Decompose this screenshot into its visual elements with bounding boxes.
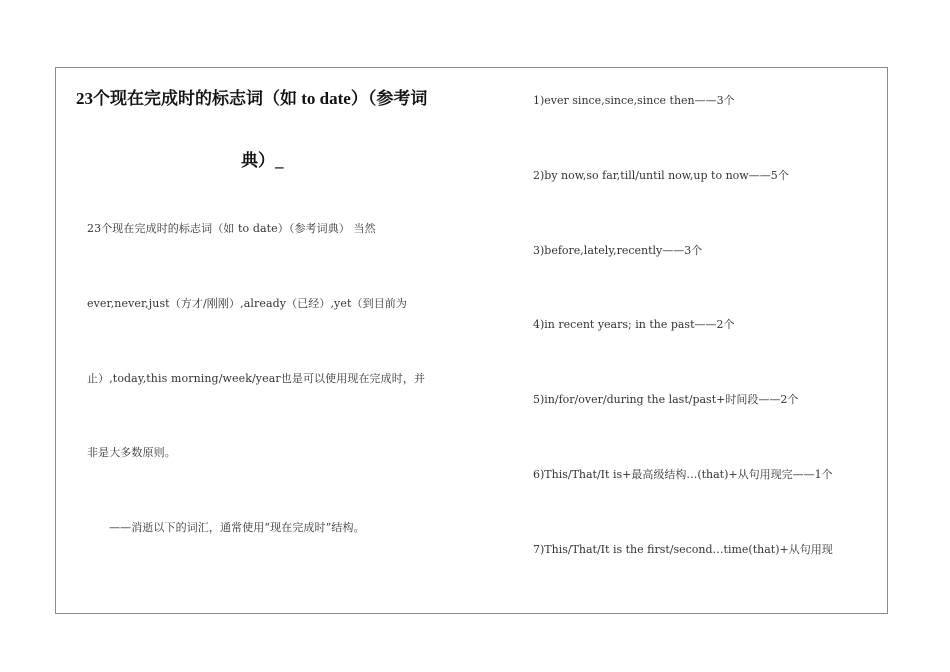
- paragraph-line: 非是大多数原则。: [87, 446, 176, 459]
- paragraph-line: ever,never,just（方才/刚刚）,already（已经）,yet（到目前为: [87, 297, 408, 310]
- paragraph-line: 止）,today,this morning/week/year也是可以使用现在完成时，并: [87, 372, 426, 385]
- list-item: 6)This/That/It is+最高级结构…(that)+从句用现完——1个: [533, 468, 833, 481]
- document-title-continuation: 典）_: [241, 151, 284, 170]
- list-item: 1)ever since,since,since then——3个: [533, 94, 735, 107]
- list-item: 7)This/That/It is the first/second…time(that)+从句用现: [533, 543, 833, 556]
- paragraph-line: 23个现在完成时的标志词（如 to date）（参考词典） 当然: [87, 222, 376, 235]
- list-item: 3)before,lately,recently——3个: [533, 244, 703, 257]
- list-item: 2)by now,so far,till/until now,up to now——5个: [533, 169, 789, 182]
- document-title: 23个现在完成时的标志词（如 to date）（参考词: [76, 89, 428, 108]
- list-item: 4)in recent years; in the past——2个: [533, 318, 735, 331]
- document-page: [55, 67, 888, 614]
- list-item: 5)in/for/over/during the last/past+时间段——2个: [533, 393, 799, 406]
- paragraph-line: ——消逝以下的词汇，通常使用“现在完成时”结构。: [109, 521, 365, 534]
